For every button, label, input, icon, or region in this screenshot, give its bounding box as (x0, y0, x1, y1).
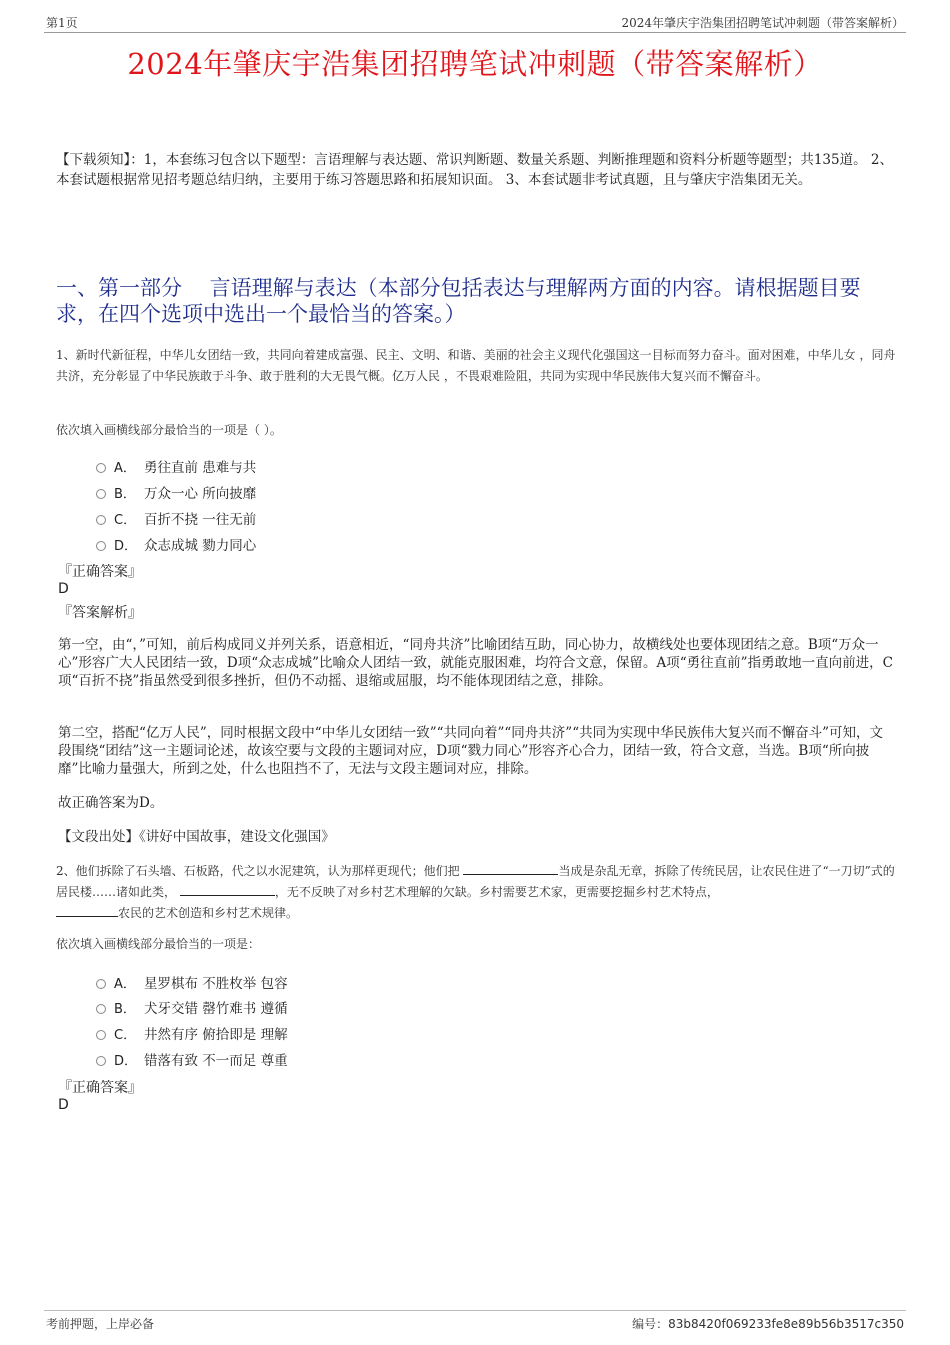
radio-icon[interactable] (96, 489, 106, 499)
q2-answer-label: 『正确答案』 (58, 1080, 142, 1096)
q2-option-b[interactable]: B． 犬牙交错 罄竹难书 遵循 (96, 997, 288, 1017)
q1-answer: D (58, 581, 69, 597)
blank-3 (56, 905, 118, 917)
q1-analysis-3: 故正确答案为D。 (58, 795, 164, 811)
radio-icon[interactable] (96, 1004, 106, 1014)
page-title: 2024年肇庆宇浩集团招聘笔试冲刺题（带答案解析） (127, 47, 823, 81)
footer-slogan: 考前押题，上岸必备 (46, 1317, 155, 1331)
q2-prompt: 依次填入画横线部分最恰当的一项是： (56, 937, 261, 951)
q1-option-c[interactable]: C． 百折不挠 一往无前 (96, 508, 256, 528)
footer-divider (44, 1310, 906, 1311)
q1-stem: 1、新时代新征程，中华儿女团结一致，共同向着建成富强、民主、文明、和谐、美丽的社会主义现代化强国这一目标而努力奋斗。面对困难，中华儿女 ，同舟共济，充分彰显了中华民族敢于斗争、敢于胜利的大无畏气概。亿万人民 ，不畏艰难险阻，共同为实现中华民族伟大复兴而不懈奋斗。 (56, 348, 896, 383)
blank-1 (463, 863, 558, 875)
radio-icon[interactable] (96, 515, 106, 525)
radio-icon[interactable] (96, 979, 106, 989)
page-number: 第1页 (46, 16, 78, 30)
q1-analysis-2: 第二空，搭配“亿万人民”，同时根据文段中“中华儿女团结一致”“共同向着”“同舟共济”“共同为实现中华民族伟大复兴而不懈奋斗”可知，文段围绕“团结”这一主题词论述，故该空要与文段的主题词对应，D项“戮力同心”形容齐心合力，团结一致，符合文意，当选。B项“所向披靡”比喻力量强大，所到之处，什么也阻挡不了，无法与文段主题词对应，排除。 (58, 725, 884, 777)
q1-answer-label: 『正确答案』 (58, 564, 142, 580)
header-divider (44, 32, 906, 33)
q1-analysis-1: 第一空，由“，”可知，前后构成同义并列关系，语意相近，“同舟共济”比喻团结互助，同心协力，故横线处也要体现团结之意。B项“万众一心”形容广大人民团结一致，D项“众志成城”比喻众人团结一致，就能克服困难，均符合文意，保留。A项“勇往直前”指勇敢地一直向前进，C项“百折不挠”指虽然受到很多挫折，但仍不动摇、退缩或屈服，均不能体现团结之意，排除。 (58, 637, 893, 689)
footer-doc-id: 编号：83b8420f069233fe8e89b56b3517c350 (632, 1317, 904, 1331)
q1-source: 【文段出处】《讲好中国故事，建设文化强国》 (58, 829, 335, 845)
q2-option-a[interactable]: A． 星罗棋布 不胜枚举 包容 (96, 972, 288, 992)
radio-icon[interactable] (96, 463, 106, 473)
radio-icon[interactable] (96, 541, 106, 551)
download-notice: 【下载须知】：1，本套练习包含以下题型：言语理解与表达题、常识判断题、数量关系题、判断推理题和资料分析题等题型；共135道。 2、本套试题根据常见招考题总结归纳，主要用于练习答题思路和拓展知识面。 3、本套试题非考试真题，且与肇庆宇浩集团无关。 (56, 152, 893, 188)
radio-icon[interactable] (96, 1056, 106, 1066)
q1-option-a[interactable]: A． 勇往直前 患难与共 (96, 456, 256, 476)
q2-option-d[interactable]: D． 错落有致 不一而足 尊重 (96, 1049, 288, 1069)
q1-option-d[interactable]: D． 众志成城 勠力同心 (96, 534, 256, 554)
radio-icon[interactable] (96, 1030, 106, 1040)
q1-prompt: 依次填入画横线部分最恰当的一项是（ ）。 (56, 423, 282, 437)
section-heading: 一、第一部分 言语理解与表达（本部分包括表达与理解两方面的内容。请根据题目要求，在四个选项中选出一个最恰当的答案。） (56, 276, 861, 326)
q1-analysis-label: 『答案解析』 (58, 605, 142, 621)
q1-option-b[interactable]: B． 万众一心 所向披靡 (96, 482, 256, 502)
q2-option-c[interactable]: C． 井然有序 俯拾即是 理解 (96, 1023, 288, 1043)
header-doc-title: 2024年肇庆宇浩集团招聘笔试冲刺题（带答案解析） (621, 16, 904, 30)
q2-answer: D (58, 1097, 69, 1113)
blank-2 (180, 884, 275, 896)
q2-stem: 2、他们拆除了石头墙、石板路，代之以水泥建筑，认为那样更现代；他们把 当成是杂乱无章，拆除了传统民居，让农民住进了“一刀切”式的居民楼……诸如此类， ，无不反映了对乡村艺术理解的欠缺。乡村需要艺术家，更需要挖掘乡村艺术特点， 农民的艺术创造和乡村艺术规律。 (56, 864, 895, 920)
